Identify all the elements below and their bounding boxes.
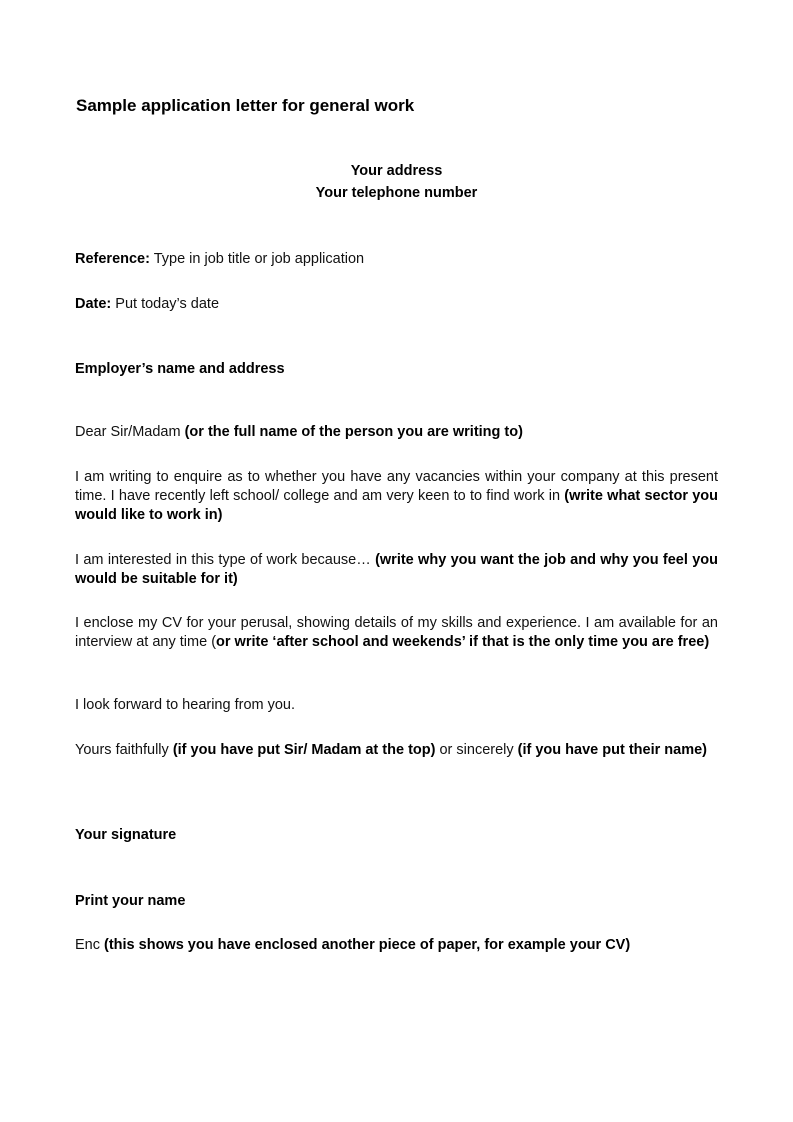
paragraph-interest-note: (write why you want the job and why you feel you would be suitable for it) — [75, 552, 718, 587]
closing-line — [75, 741, 718, 760]
closing-note-1: (if you have put Sir/ Madam at the top) — [172, 742, 436, 758]
reference-line — [75, 250, 718, 269]
sender-address: Your address — [350, 163, 443, 179]
enclosure-text: Enc — [75, 937, 105, 953]
enclosure-note: (this shows you have enclosed another piece of paper, for example your CV) — [104, 937, 631, 953]
paragraph-interest-text: I am interested in this type of work because… — [75, 552, 376, 568]
sender-contact — [0, 160, 793, 204]
reference-label: Reference: — [75, 251, 150, 267]
date-value: Put today’s date — [111, 296, 220, 312]
paragraph-enquiry — [75, 468, 718, 525]
paragraph-closing-remark: I look forward to hearing from you. — [75, 697, 296, 713]
paragraph-cv-text: I enclose my CV for your perusal, showing details of my skills and experience. I am available for an interview at any time ( — [75, 615, 718, 650]
signature-line: Your signature — [75, 827, 177, 843]
paragraph-enquiry-note: (write what sector you would like to work in) — [75, 488, 718, 523]
enclosure-line — [75, 936, 718, 955]
paragraph-cv-note: or write ‘after school and weekends’ if that is the only time you are free) — [216, 634, 710, 650]
closing-text-1: Yours faithfully — [75, 742, 173, 758]
paragraph-enquiry-text: I am writing to enquire as to whether you have any vacancies within your company at this present time. I have recently left school/ college and am very keen to to find work in — [75, 469, 718, 504]
salutation-note: (or the full name of the person you are writing to) — [184, 424, 523, 440]
reference-value: Type in job title or job application — [149, 251, 365, 267]
employer-line: Employer’s name and address — [75, 361, 285, 377]
date-label: Date: — [75, 296, 112, 312]
salutation-text: Dear Sir/Madam — [75, 424, 185, 440]
date-line — [75, 295, 718, 314]
paragraph-interest — [75, 551, 718, 589]
closing-note-2: (if you have put their name) — [517, 742, 707, 758]
document-title: Sample application letter for general work — [76, 96, 415, 115]
sender-telephone: Your telephone number — [315, 185, 478, 201]
salutation — [75, 423, 718, 442]
paragraph-cv — [75, 614, 718, 652]
print-name-line: Print your name — [75, 893, 186, 909]
closing-text-2: or sincerely — [435, 742, 518, 758]
